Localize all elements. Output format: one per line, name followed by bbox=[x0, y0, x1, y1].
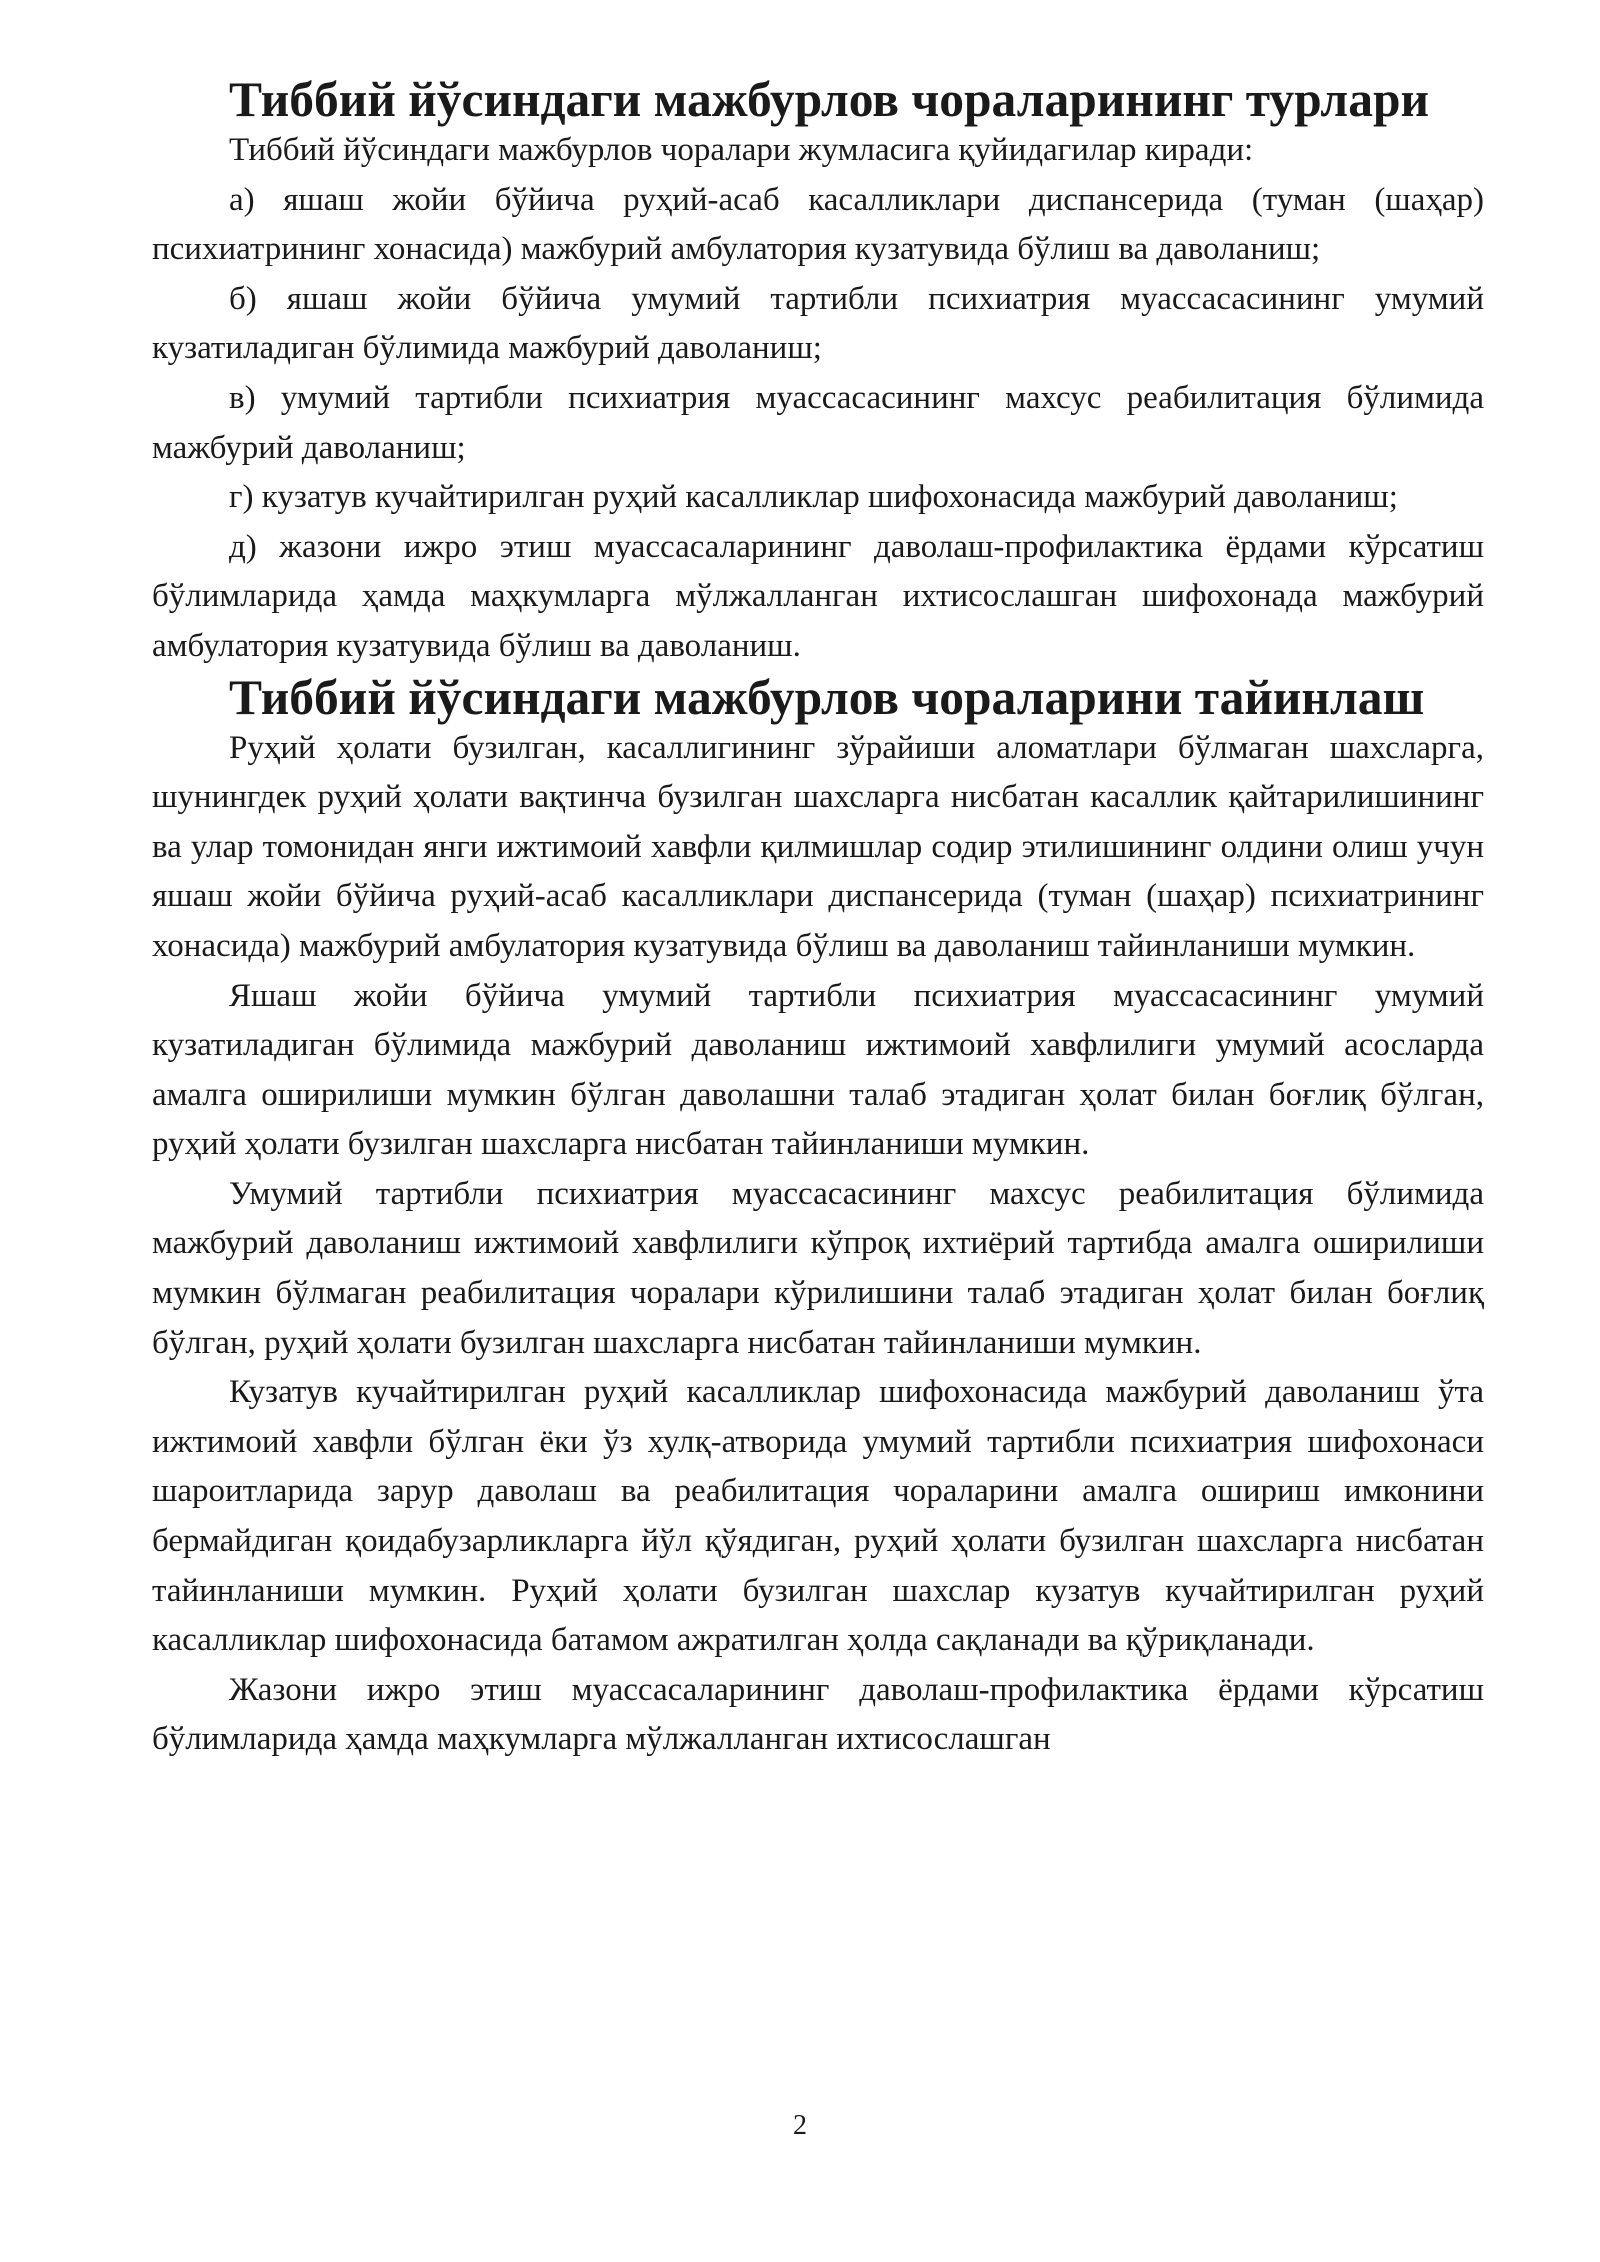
list-item-d: д) жазони ижро этиш муассасаларининг даволаш-профилактика ёрдами кўрсатиш бўлимларида ҳамда маҳкумларга мўлжалланган ихтисослашган шифохонада мажбурий амбулатория кузатувида бўлиш ва даволаниш. bbox=[152, 528, 1484, 664]
list-item-v: в) умумий тартибли психиатрия муассасасининг махсус реабилитация бўлимида мажбурий даволаниш; bbox=[152, 379, 1484, 466]
paragraph: Умумий тартибли психиатрия муассасасининг махсус реабилитация бўлимида мажбурий даволаниш ижтимоий хавфлилиги кўпроқ ихтиёрий тартибда амалга оширилиши мумкин бўлмаган реабилитация чоралари кўрилишини талаб этадиган ҳолат билан боғлиқ бўлган, руҳий ҳолати бузилган шахсларга нисбатан тайинланиши мумкин. bbox=[152, 1175, 1484, 1361]
list-item-b: б) яшаш жойи бўйича умумий тартибли психиатрия муассасасининг умумий кузатиладиган бўлимида мажбурий даволаниш; bbox=[152, 280, 1484, 367]
list-item-g: г) кузатув кучайтирилган руҳий касалликлар шифохонасида мажбурий даволаниш; bbox=[229, 479, 1398, 516]
section-heading-types: Тиббий йўсиндаги мажбурлов чораларининг турлари bbox=[229, 72, 1429, 127]
document-page bbox=[152, 74, 1484, 1765]
paragraph: Яшаш жойи бўйича умумий тартибли психиатрия муассасасининг умумий кузатиладиган бўлимида мажбурий даволаниш ижтимоий хавфлилиги умумий асосларда амалга оширилиши мумкин бўлган даволашни талаб этадиган ҳолат билан боғлиқ бўлган, руҳий ҳолати бузилган шахсларга нисбатан тайинланиши мумкин. bbox=[152, 977, 1484, 1163]
section-heading-assignment: Тиббий йўсиндаги мажбурлов чораларини тайинлаш bbox=[229, 669, 1425, 725]
list-item-a: а) яшаш жойи бўйича руҳий-асаб касалликлари диспансерида (туман (шаҳар) психиатрининг хонасида) мажбурий амбулатория кузатувида бўлиш ва даволаниш; bbox=[152, 181, 1484, 268]
paragraph: Руҳий ҳолати бузилган, касаллигининг зўрайиши аломатлари бўлмаган шахсларга, шунингдек руҳий ҳолати вақтинча бузилган шахсларга нисбатан касаллик қайтарилишининг ва улар томонидан янги ижтимоий хавфли қилмишлар содир этилишининг олдини олиш учун яшаш жойи бўйича руҳий-асаб касалликлари диспансерида (туман (шаҳар) психиатрининг хонасида) мажбурий амбулатория кузатувида бўлиш ва даволаниш тайинланиши мумкин. bbox=[152, 729, 1484, 964]
paragraph: Тиббий йўсиндаги мажбурлов чоралари жумласига қуйидагилар киради: bbox=[229, 132, 1254, 168]
page-number: 2 bbox=[793, 2110, 807, 2141]
paragraph: Кузатув кучайтирилган руҳий касалликлар шифохонасида мажбурий даволаниш ўта ижтимоий хавфли бўлган ёки ўз хулқ-атворида умумий тартибли психиатрия шифохонаси шароитларида зарур даволаш ва реабилитация чораларини амалга ошириш имконини бермайдиган қоидабузарликларга йўл қўядиган, руҳий ҳолати бузилган шахсларга нисбатан тайинланиши мумкин. Руҳий ҳолати бузилган шахслар кузатув кучайтирилган руҳий касалликлар шифохонасида батамом ажратилган ҳолда сақланади ва қўриқланади. bbox=[152, 1374, 1484, 1659]
paragraph-continued: Жазони ижро этиш муассасаларининг даволаш-профилактика ёрдами кўрсатиш бўлимларида ҳамда маҳкумларга мўлжалланган ихтисослашган bbox=[152, 1671, 1484, 1758]
